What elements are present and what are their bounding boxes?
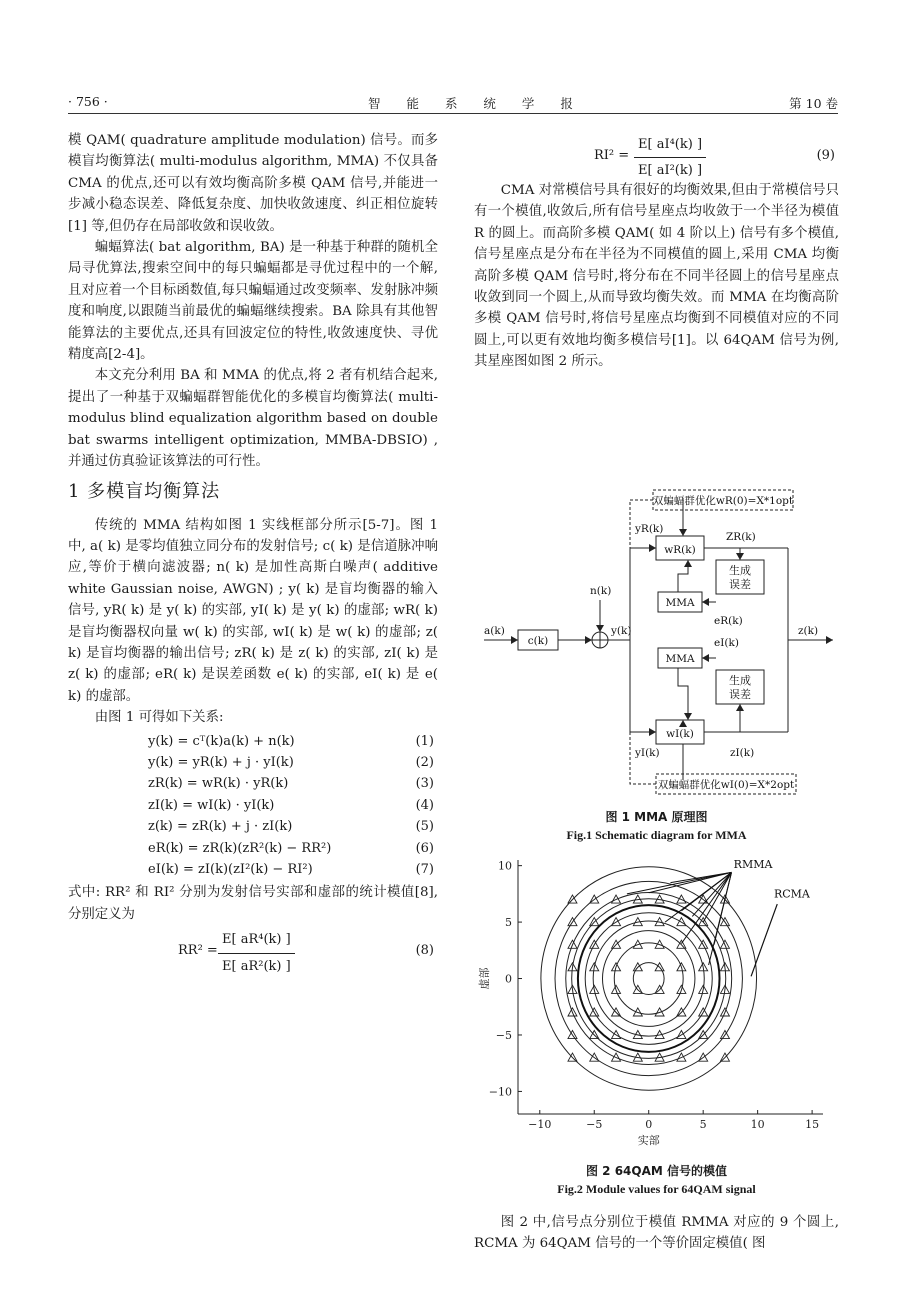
fraction-denominator: E[ aR²(k) ] bbox=[222, 958, 291, 974]
journal-title: 智 能 系 统 学 报 bbox=[368, 96, 584, 111]
equation-number: (1) bbox=[415, 733, 434, 749]
figure-1-caption bbox=[474, 808, 839, 844]
paragraph: CMA 对常模信号具有很好的均衡效果,但由于常模信号只有一个模值,收敛后,所有信号星座点均收敛于一个半径为模值 R 的圆上。而高阶多模 QAM( 如 4 阶以上) 信号有多个模值,信号星座点是分布在半径为不同模值的圆上,采用 CMA 均衡高阶多模 QAM 信号时,将分布在不同半径圆上的信号星座点收敛到同一个圆上,从而导致均衡失效。而 MMA 在均衡高阶多模 QAM 信号时,将信号星座点均衡到不同模值对应的不同圆上,可以更有效地均衡多模信号[1]。以 64QAM 信号为例,其星座图如图 2 所示。 bbox=[474, 183, 839, 370]
figure-1-caption-cn: 图 1 MMA 原理图 bbox=[605, 810, 708, 824]
equation-number: (7) bbox=[415, 861, 434, 877]
equation-1 bbox=[68, 731, 438, 752]
figure-2-caption-cn: 图 2 64QAM 信号的模值 bbox=[585, 1164, 727, 1178]
bat-swarm-optimization-bottom-label: 双蝙蝠群优化wI(0)=X*2opt bbox=[657, 779, 795, 791]
x-tick-label: 0 bbox=[645, 1118, 653, 1131]
mma-block-label: MMA bbox=[665, 653, 695, 665]
paragraph: 传统的 MMA 结构如图 1 实线框部分所示[5-7]。图 1 中, a( k) 是零均值独立同分布的发射信号; c( k) 是信道脉冲响应,等价于横向滤波器; n( k) 是加性高斯白噪声( additive white Gaussian noise, AWGN) ; y( k) 是盲均衡器的输入信号, yR( k) 是 y( k) 的实部, yI( k) 是 y( k) 的虚部; wR( k) 是盲均衡器权向量 w( k) 的实部, wI( k) 是 w( k) 的虚部; z( k) 是盲均衡器的输出信号; zR( k) 是 z( k) 的实部, zI( k) 是 z( k) 的虚部; eR( k) 是误差函数 e( k) 的实部, eI( k) 是 e( k) 的虚部。 bbox=[68, 517, 438, 704]
bat-swarm-optimization-top-label: 双蝙蝠群优化wR(0)=X*1opt bbox=[652, 495, 794, 507]
output-signal-label: z(k) bbox=[798, 625, 819, 637]
input-signal-label: a(k) bbox=[484, 625, 505, 637]
yr-label: yR(k) bbox=[635, 523, 664, 535]
modulus-circle bbox=[602, 931, 694, 1027]
mma-block-diagram bbox=[478, 488, 838, 800]
wr-label: wR(k) bbox=[664, 544, 696, 556]
constellation-chart bbox=[478, 852, 838, 1152]
rmma-label: RMMA bbox=[733, 857, 773, 871]
modulus-circle bbox=[633, 963, 664, 995]
mma-block-label: MMA bbox=[665, 597, 695, 609]
equation-fraction bbox=[634, 134, 706, 182]
generate-error-label: 生成 bbox=[729, 564, 751, 577]
volume-label: 第 10 卷 bbox=[789, 96, 838, 111]
figure-1-caption-en: Fig.1 Schematic diagram for MMA bbox=[566, 828, 747, 842]
rcma-label: RCMA bbox=[773, 887, 810, 901]
ei-label: eI(k) bbox=[714, 637, 739, 649]
x-tick-label: −5 bbox=[586, 1118, 603, 1131]
equation-number: (4) bbox=[415, 797, 434, 813]
equation-text: eR(k) = zR(k)(zR²(k) − RR²) bbox=[148, 840, 332, 856]
equation-9 bbox=[474, 132, 839, 178]
equation-list bbox=[68, 731, 438, 881]
equation-8 bbox=[68, 927, 438, 973]
y-axis-label: 虚部 bbox=[478, 967, 491, 990]
paragraph: 蝙蝠算法( bat algorithm, BA) 是一种基于种群的随机全局寻优算法,搜索空间中的每只蝙蝠都是寻优过程中的一个解,且对应着一个目标函数值,每只蝙蝠通过改变频率、发射脉冲频度和响度,以跟随当前最优的蝙蝠继续搜索。BA 除具有其他智能算法的主要优点,还具有回波定位的特性,收敛速度快、寻优精度高[2-4]。 bbox=[68, 240, 438, 363]
equation-text: y(k) = yR(k) + j · yI(k) bbox=[148, 754, 294, 770]
y-tick-label: 0 bbox=[505, 972, 512, 986]
x-tick-label: 10 bbox=[750, 1118, 765, 1131]
rmma-arrow bbox=[703, 872, 731, 922]
x-axis-label: 实部 bbox=[637, 1134, 660, 1147]
equation-lhs: RI² = bbox=[594, 148, 630, 163]
fraction-denominator: E[ aI²(k) ] bbox=[638, 163, 703, 179]
generate-error-label: 生成 bbox=[729, 674, 751, 687]
figure-2-caption-en: Fig.2 Module values for 64QAM signal bbox=[557, 1182, 756, 1196]
rcma-arrow bbox=[751, 904, 777, 976]
zi-label: zI(k) bbox=[730, 747, 755, 759]
y-tick-label: 10 bbox=[498, 859, 512, 873]
equation-number: (9) bbox=[816, 148, 835, 163]
x-tick-label: −10 bbox=[528, 1118, 552, 1131]
right-column-bottom bbox=[474, 1212, 839, 1255]
equation-number: (6) bbox=[415, 840, 434, 856]
modulus-circle bbox=[585, 913, 712, 1045]
yi-label: yI(k) bbox=[635, 747, 660, 759]
equation-3 bbox=[68, 773, 438, 794]
left-column bbox=[68, 130, 438, 975]
fraction-numerator: E[ aR⁴(k) ] bbox=[218, 929, 295, 953]
y-tick-label: −10 bbox=[488, 1085, 512, 1099]
paragraph: 本文充分利用 BA 和 MMA 的优点,将 2 者有机结合起来,提出了一种基于双蝙蝠群智能优化的多模盲均衡算法( multi-modulus blind equalization algorithm based on double bat swarms intelligent optimization, MMBA-DBSIO) ,并通过仿真验证该算法的可行性。 bbox=[68, 368, 438, 470]
y-tick-label: −5 bbox=[495, 1028, 512, 1042]
equation-number: (2) bbox=[415, 754, 434, 770]
equation-2 bbox=[68, 752, 438, 773]
constellation-point bbox=[633, 1008, 642, 1016]
page-number: · 756 · bbox=[68, 94, 108, 109]
running-header bbox=[68, 92, 838, 114]
figure-2-caption bbox=[474, 1162, 839, 1198]
x-tick-label: 5 bbox=[699, 1118, 707, 1131]
constellation-point bbox=[655, 1008, 664, 1016]
zr-label: ZR(k) bbox=[726, 531, 756, 543]
equation-7 bbox=[68, 859, 438, 880]
paragraph: 式中: RR² 和 RI² 分别为发射信号实部和虚部的统计模值[8],分别定义为 bbox=[68, 885, 438, 922]
equation-text: y(k) = cᵀ(k)a(k) + n(k) bbox=[148, 733, 295, 749]
section-heading: 1 多模盲均衡算法 bbox=[68, 480, 221, 502]
generate-error-label: 误差 bbox=[729, 578, 751, 591]
noise-label: n(k) bbox=[590, 585, 612, 597]
modulus-circle bbox=[593, 921, 704, 1036]
er-label: eR(k) bbox=[714, 615, 743, 627]
equation-text: zR(k) = wR(k) · yR(k) bbox=[148, 776, 289, 792]
equation-number: (8) bbox=[415, 943, 434, 959]
paragraph: 由图 1 可得如下关系: bbox=[94, 710, 224, 726]
paragraph: 模 QAM( quadrature amplitude modulation) 信号。而多模盲均衡算法( multi-modulus algorithm, MMA) 不仅具备 CMA 的优点,还可以有效均衡高阶多模 QAM 信号,并能进一步减小稳态误差、降低复杂度、加快收敛速度、纠正相位旋转[1] 等,但仍存在局部收敛和误收敛。 bbox=[68, 133, 438, 234]
equation-text: z(k) = zR(k) + j · zI(k) bbox=[148, 819, 293, 835]
equation-5 bbox=[68, 816, 438, 837]
generate-error-label: 误差 bbox=[729, 688, 751, 701]
right-column-top bbox=[474, 130, 839, 373]
equation-text: eI(k) = zI(k)(zI²(k) − RI²) bbox=[148, 861, 313, 877]
equation-fraction bbox=[218, 929, 295, 977]
equation-text: zI(k) = wI(k) · yI(k) bbox=[148, 797, 275, 813]
channel-label: c(k) bbox=[527, 635, 549, 647]
equalizer-input-label: y(k) bbox=[611, 625, 632, 637]
fraction-numerator: E[ aI⁴(k) ] bbox=[634, 134, 706, 158]
x-tick-label: 15 bbox=[805, 1118, 820, 1131]
modulus-circle bbox=[614, 943, 683, 1014]
paragraph: 图 2 中,信号点分别位于模值 RMMA 对应的 9 个圆上, RCMA 为 64QAM 信号的一个等价固定模值( 图 bbox=[474, 1215, 839, 1252]
cma-circle bbox=[578, 905, 720, 1052]
modulus-circle bbox=[555, 881, 742, 1075]
equation-number: (3) bbox=[415, 776, 434, 792]
equation-4 bbox=[68, 795, 438, 816]
rmma-arrow bbox=[709, 872, 732, 965]
wi-label: wI(k) bbox=[666, 728, 694, 740]
modulus-circle bbox=[572, 899, 726, 1059]
y-tick-label: 5 bbox=[505, 916, 512, 930]
equation-6 bbox=[68, 838, 438, 859]
equation-lhs: RR² = bbox=[178, 943, 218, 959]
equation-number: (5) bbox=[415, 819, 434, 835]
